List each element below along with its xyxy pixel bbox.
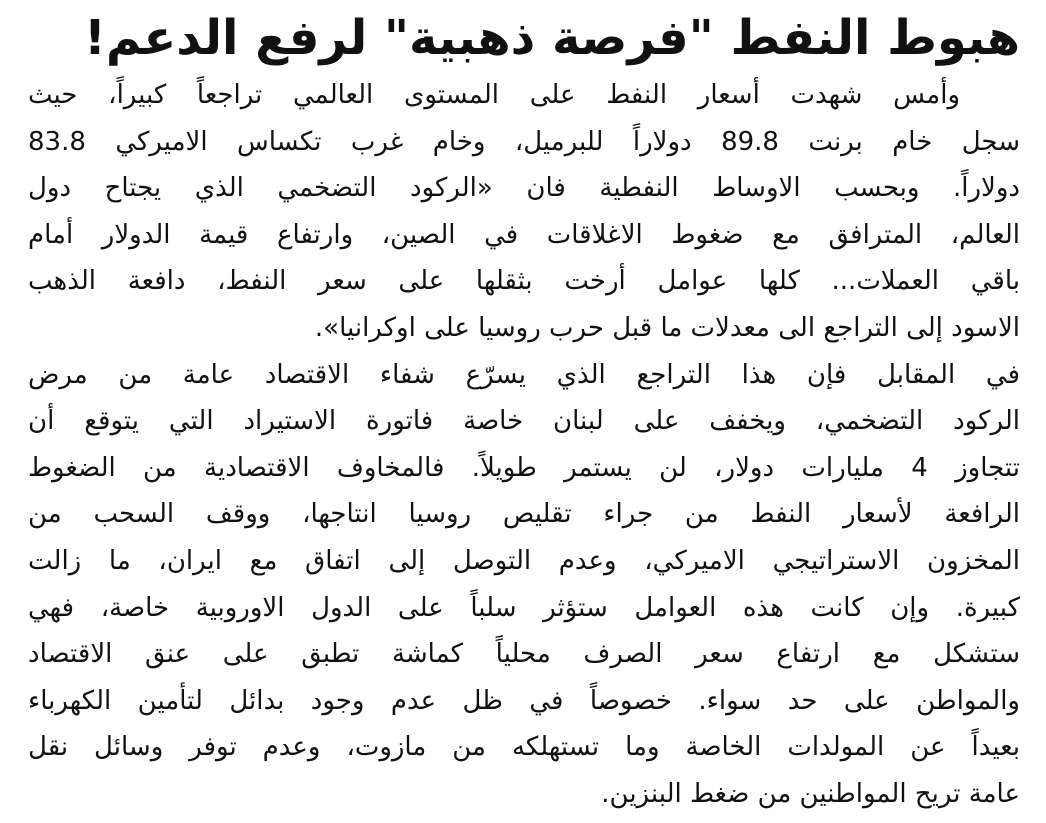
paragraph-line: الرافعة لأسعار النفط من جراء تقليص روسيا انتاجها، ووقف السحب من (28, 499, 1020, 530)
paragraph-line: دولاراً. وبحسب الاوساط النفطية فان «الركود التضخمي الذي يجتاح دول (28, 173, 1020, 204)
paragraph-line: بعيداً عن المولدات الخاصة وما تستهلكه من مازوت، وعدم توفر وسائل نقل (28, 732, 1020, 763)
paragraph-1 (28, 72, 1020, 352)
paragraph-line: وأمس شهدت أسعار النفط على المستوى العالمي تراجعاً كبيراً، حيث (28, 80, 960, 110)
paragraph-line: كبيرة. وإن كانت هذه العوامل ستؤثر سلباً على الدول الاوروبية خاصة، فهي (28, 592, 1020, 623)
paragraph-line: عامة تريح المواطنين من ضغط البنزين. (601, 778, 1020, 809)
article (28, 6, 1020, 818)
paragraph-line: تتجاوز 4 مليارات دولار، لن يستمر طويلاً. فالمخاوف الاقتصادية من الضغوط (28, 452, 1020, 483)
paragraph-2 (28, 352, 1020, 818)
paragraph-line: العالم، المترافق مع ضغوط الاغلاقات في الصين، وارتفاع قيمة الدولار أمام (28, 219, 1020, 250)
paragraph-line: في المقابل فإن هذا التراجع الذي يسرّع شفاء الاقتصاد عامة من مرض (28, 359, 1020, 390)
paragraph-line: الركود التضخمي، ويخفف على لبنان خاصة فاتورة الاستيراد التي يتوقع أن (28, 406, 1020, 437)
paragraph-line: والمواطن على حد سواء. خصوصاً في ظل عدم وجود بدائل لتأمين الكهرباء (28, 685, 1020, 716)
paragraph-line: المخزون الاستراتيجي الاميركي، وعدم التوصل إلى اتفاق مع ايران، ما زالت (28, 545, 1020, 576)
paragraph-line: الاسود إلى التراجع الى معدلات ما قبل حرب روسيا على اوكرانيا». (314, 312, 1020, 343)
paragraph-line: سجل خام برنت 89.8 دولاراً للبرميل، وخام غرب تكساس الاميركي 83.8 (28, 126, 1021, 157)
paragraph-line: باقي العملات... كلها عوامل أرخت بثقلها على سعر النفط، دافعة الذهب (28, 266, 1020, 297)
paragraph-line: ستشكل مع ارتفاع سعر الصرف محلياً كماشة تطبق على عنق الاقتصاد (28, 639, 1020, 670)
headline: هبوط النفط "فرصة ذهبية" لرفع الدعم! (83, 10, 1020, 66)
